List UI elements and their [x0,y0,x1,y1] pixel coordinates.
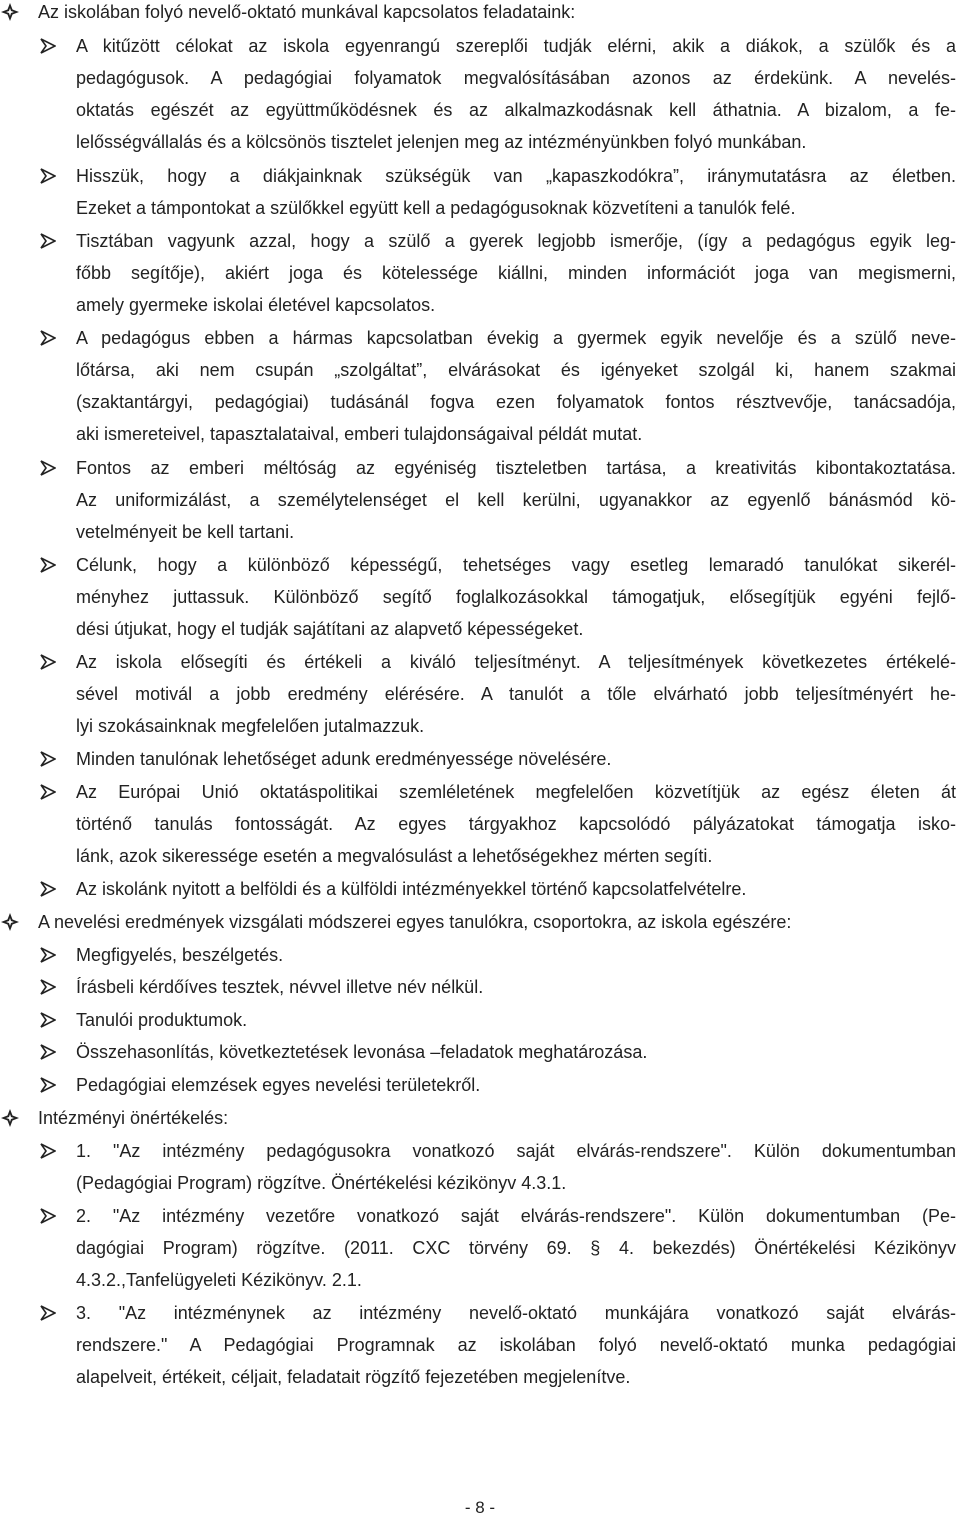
list-item-line: Tisztában vagyunk azzal, hogy a szülő a gyerek legjobb ismerője, (így a pedagógus egyik leg- [76,231,956,251]
arrowhead-bullet-icon [40,38,56,54]
list-item-line: lelősségvállalás és a kölcsönös tisztelet jelenjen meg az intézményünkben folyó munkában. [76,132,807,152]
list-item-line: Az iskolánk nyitott a belföldi és a külföldi intézményekkel történő kapcsolatfelvételre. [76,879,747,899]
list-item-line: Írásbeli kérdőíves tesztek, névvel illetve név nélkül. [76,977,484,997]
list-item-line: Tanulói produktumok. [76,1010,248,1030]
arrowhead-bullet-icon [40,168,56,184]
diamond-bullet-icon [0,2,20,22]
arrowhead-bullet-icon [40,979,56,995]
list-item-line: dagógiai Program) rögzítve. (2011. CXC törvény 69. § 4. bekezdés) Önértékelési Kézikönyv [76,1238,956,1258]
arrowhead-bullet-icon [40,654,56,670]
list-item-line: Fontos az emberi méltóság az egyéniség tiszteletben tartása, a kreativitás kibontakoztatása. [76,458,956,478]
arrowhead-bullet-icon [40,1077,56,1093]
list-item-line: főbb segítője), akiért joga és kötelessége kiállni, minden információt joga van megismerni, [76,263,956,283]
arrowhead-bullet-icon [40,1208,56,1224]
list-item-line: Minden tanulónak lehetőséget adunk eredményessége növelésére. [76,749,612,769]
arrowhead-bullet-icon [40,881,56,897]
arrowhead-bullet-icon [40,1143,56,1159]
page-number: - 8 - [464,1498,496,1517]
list-item-line: ményhez juttassuk. Különböző segítő foglalkozásokkal támogatjuk, elősegítjük egyéni fejlő- [76,587,956,607]
diamond-bullet-icon [0,1108,20,1128]
list-item-line: lőtársa, aki nem csupán „szolgáltat”, elvárásokat és igényeket szolgál ki, hanem szakmai [76,360,956,380]
arrowhead-bullet-icon [40,1305,56,1321]
list-item-line: lánk, azok sikeressége esetén a megvalósulást a lehetőségekhez mérten segíti. [76,846,713,866]
list-item-line: (szaktantárgyi, pedagógiai) tudásánál fogva ezen folyamatok fontos résztvevője, tanácsadója, [76,392,956,412]
section-heading: Intézményi önértékelés: [38,1108,229,1128]
list-item-line: 1. "Az intézmény pedagógusokra vonatkozó saját elvárás-rendszere". Külön dokumentumban [76,1141,956,1161]
section-heading: A nevelési eredmények vizsgálati módszerei egyes tanulókra, csoportokra, az iskola egészére: [38,912,792,932]
list-item-line: lyi szokásainknak megfelelően jutalmazzuk. [76,716,425,736]
arrowhead-bullet-icon [40,330,56,346]
list-item-line: Az uniformizálást, a személytelenséget el kell kerülni, ugyanakkor az egyenlő bánásmód kö- [76,490,956,510]
list-item-line: aki ismereteivel, tapasztalataival, emberi tulajdonságaival példát mutat. [76,424,643,444]
list-item-line: (Pedagógiai Program) rögzítve. Önértékelési kézikönyv 4.3.1. [76,1173,567,1193]
list-item-line: amely gyermeke iskolai életével kapcsolatos. [76,295,436,315]
arrowhead-bullet-icon [40,460,56,476]
list-item-line: történő tanulás fontosságát. Az egyes tárgyakhoz kapcsolódó pályázatokat támogatja isko- [76,814,956,834]
arrowhead-bullet-icon [40,751,56,767]
arrowhead-bullet-icon [40,784,56,800]
list-item-line: oktatás egészét az együttműködésnek és az alkalmazkodásnak kell áthatnia. A bizalom, a fe- [76,100,956,120]
section-heading: Az iskolában folyó nevelő-oktató munkával kapcsolatos feladataink: [38,2,576,22]
arrowhead-bullet-icon [40,1044,56,1060]
arrowhead-bullet-icon [40,1012,56,1028]
list-item-line: 3. "Az intézménynek az intézmény nevelő-oktató munkájára vonatkozó saját elvárás- [76,1303,956,1323]
list-item-line: 4.3.2.,Tanfelügyeleti Kézikönyv. 2.1. [76,1270,362,1290]
list-item-line: rendszere." A Pedagógiai Programnak az iskolában folyó nevelő-oktató munka pedagógiai [76,1335,956,1355]
arrowhead-bullet-icon [40,557,56,573]
list-item-line: Ezeket a támpontokat a szülőkkel együtt kell a pedagógusoknak közvetíteni a tanulók felé. [76,198,796,218]
list-item-line: sével motivál a jobb eredmény elérésére. A tanulót a tőle elvárható jobb teljesítményért he- [76,684,956,704]
list-item-line: Célunk, hogy a különböző képességű, tehetséges vagy esetleg lemaradó tanulókat sikerél- [76,555,956,575]
list-item-line: A kitűzött célokat az iskola egyenrangú szereplői tudják elérni, akik a diákok, a szülők és a [76,36,956,56]
list-item-line: 2. "Az intézmény vezetőre vonatkozó saját elvárás-rendszere". Külön dokumentumban (Pe- [76,1206,956,1226]
list-item-line: Megfigyelés, beszélgetés. [76,945,284,965]
list-item-line: alapelveit, értékeit, céljait, feladatait rögzítő fejezetében megjelenítve. [76,1367,631,1387]
list-item-line: vetelményeit be kell tartani. [76,522,295,542]
list-item-line: Az iskola elősegíti és értékeli a kiváló teljesítményt. A teljesítmények következetes értékelé- [76,652,956,672]
list-item-line: Pedagógiai elemzések egyes nevelési területekről. [76,1075,481,1095]
list-item-line: pedagógusok. A pedagógiai folyamatok megvalósításában azonos az érdekünk. A nevelés- [76,68,956,88]
list-item-line: Az Európai Unió oktatáspolitikai szemléletének megfelelően közvetítjük az egész életen át [76,782,956,802]
list-item-line: Hisszük, hogy a diákjainknak szükségük van „kapaszkodókra”, iránymutatásra az életben. [76,166,956,186]
list-item-line: Összehasonlítás, következtetések levonása –feladatok meghatározása. [76,1042,648,1062]
arrowhead-bullet-icon [40,947,56,963]
list-item-line: dési útjukat, hogy el tudják sajátítani az alapvető képességeket. [76,619,584,639]
arrowhead-bullet-icon [40,233,56,249]
diamond-bullet-icon [0,912,20,932]
list-item-line: A pedagógus ebben a hármas kapcsolatban évekig a gyermek egyik nevelője és a szülő neve- [76,328,956,348]
